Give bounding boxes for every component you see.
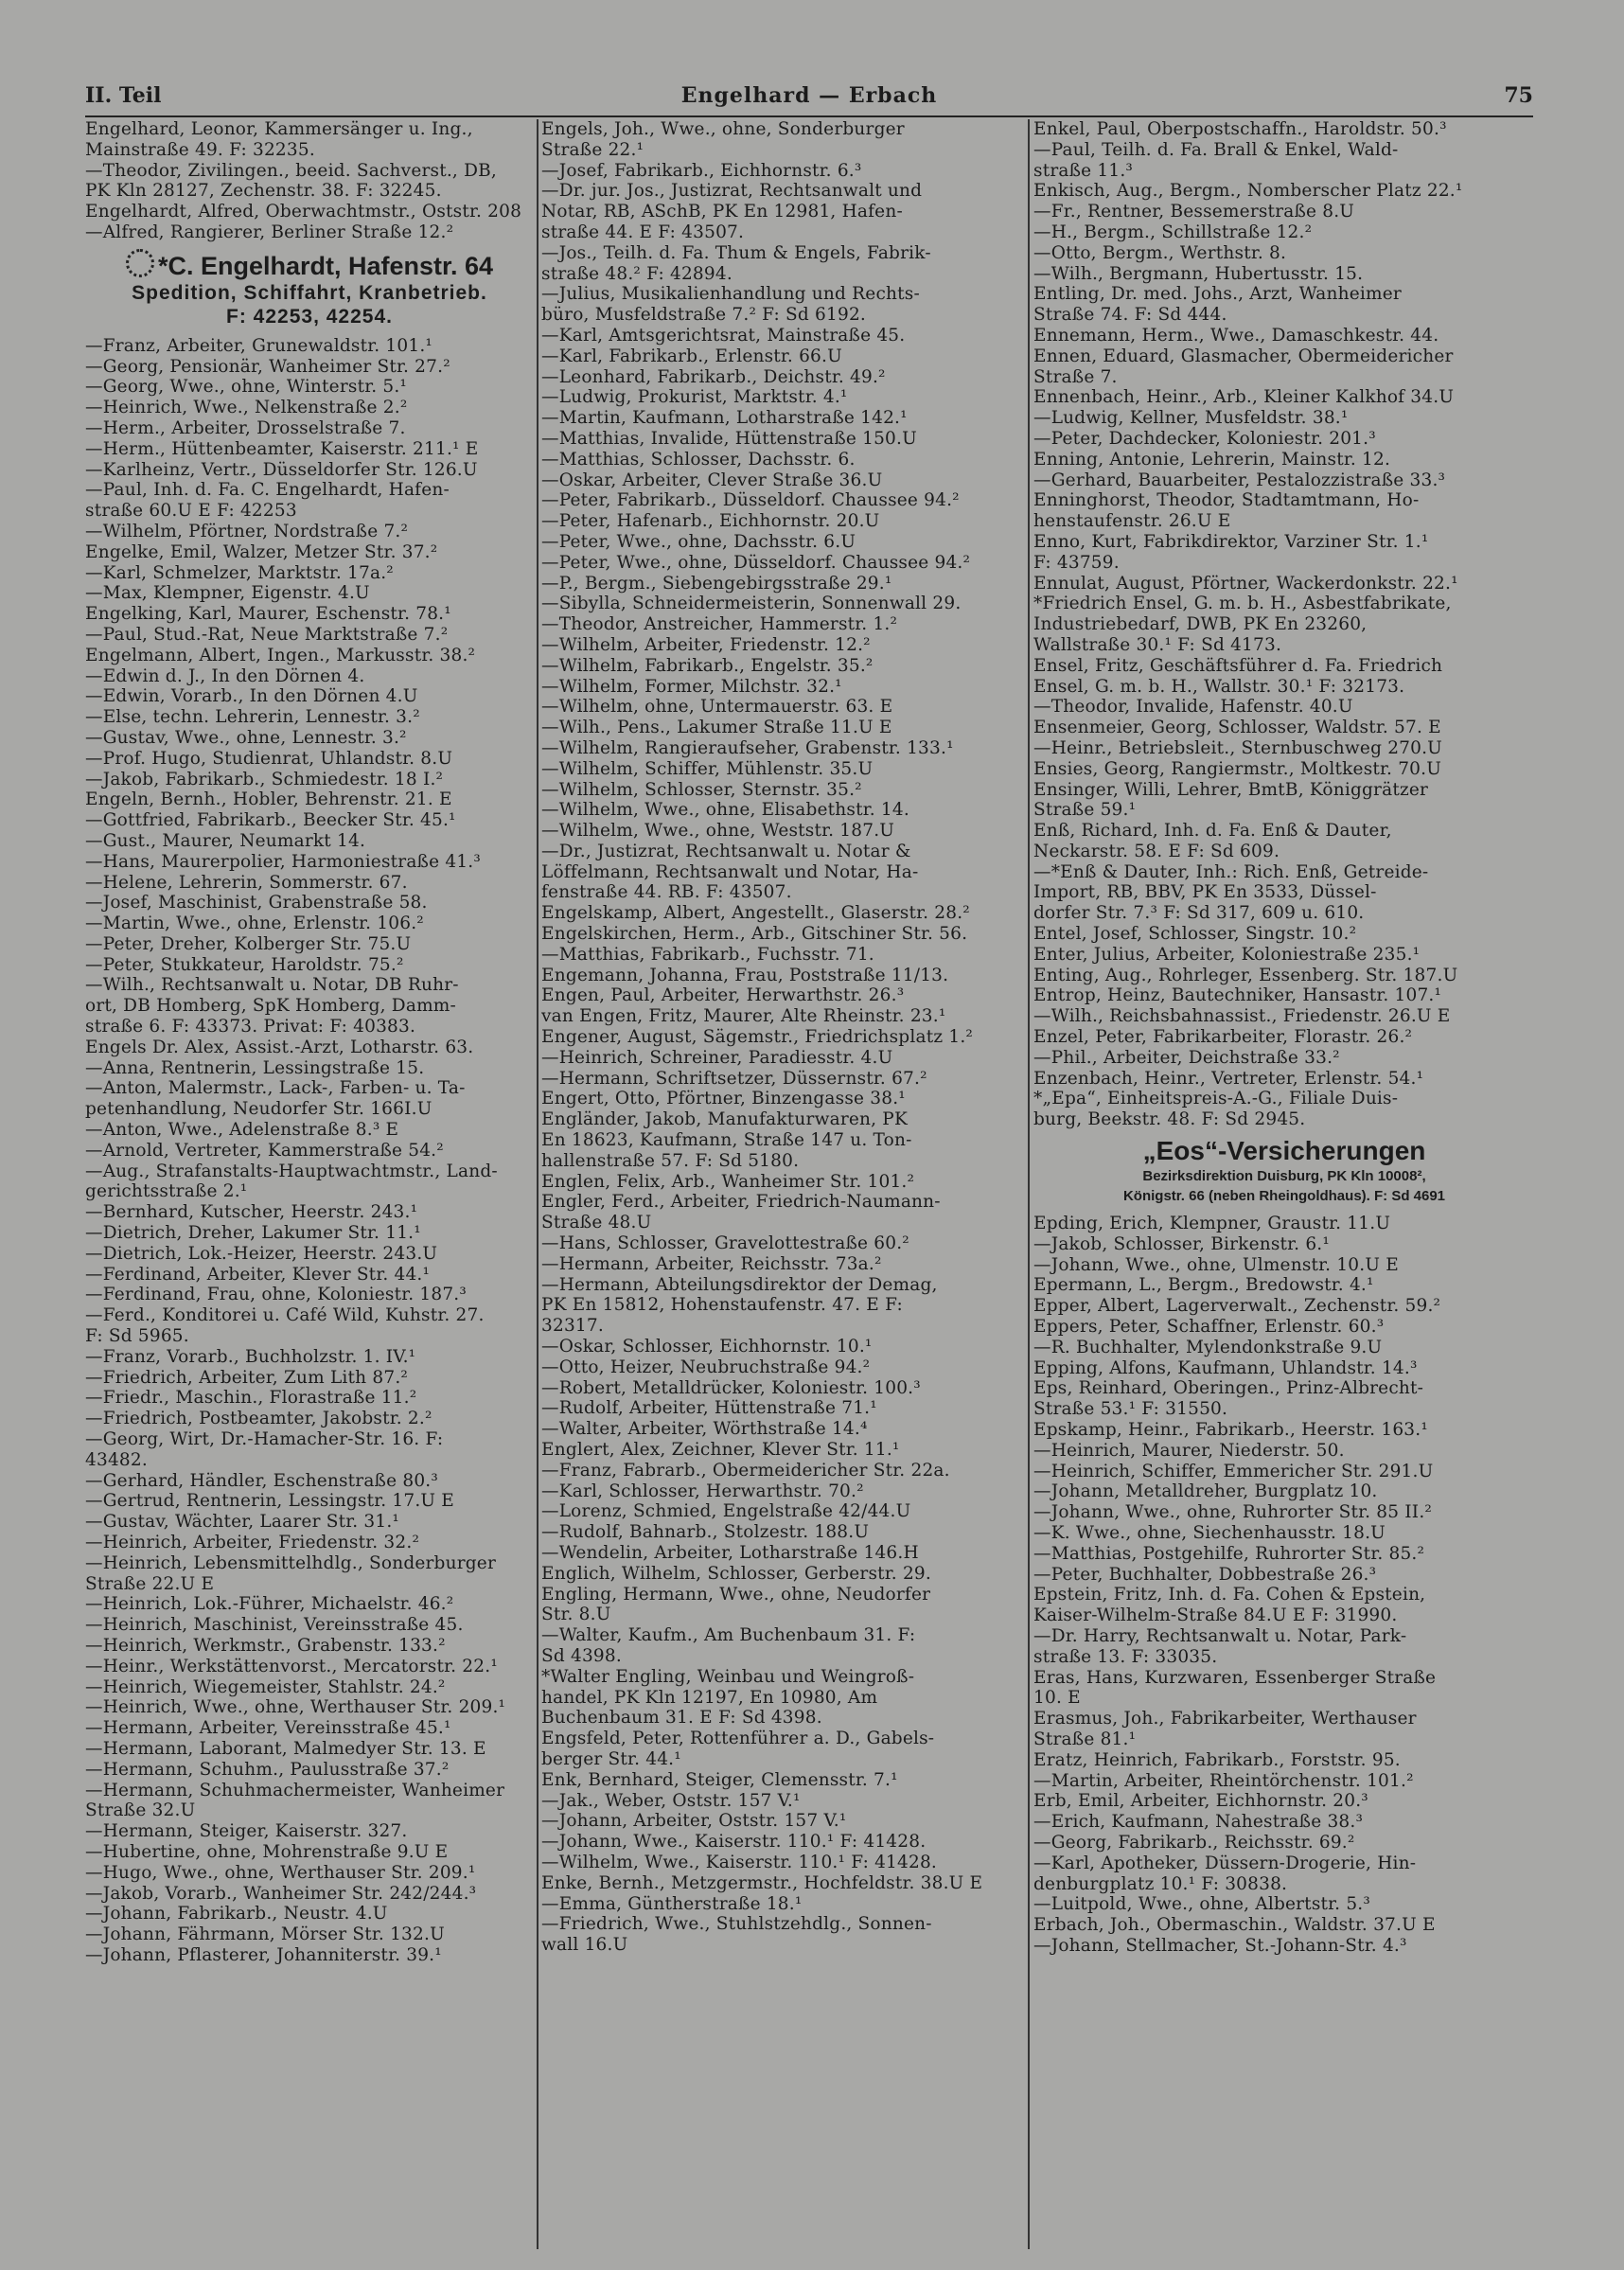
directory-entry-line: van Engen, Fritz, Maurer, Alte Rheinstr. 23.¹ — [541, 1006, 946, 1027]
directory-entry-line: Engelke, Emil, Walzer, Metzer Str. 37.² — [85, 541, 438, 562]
directory-entry-line: —Wilhelm, Former, Milchstr. 32.¹ — [541, 676, 842, 697]
directory-entry-line: —Fr., Rentner, Bessemerstraße 8.U — [1033, 202, 1355, 222]
directory-entry-line: Straße 22.U E — [85, 1573, 215, 1594]
directory-entry-line: —Alfred, Rangierer, Berliner Straße 12.² — [85, 222, 454, 242]
directory-entry-line: —Johann, Pflasterer, Johanniterstr. 39.¹ — [85, 1944, 442, 1965]
directory-entry-line: —Anton, Malermstr., Lack-, Farben- u. Ta- — [85, 1078, 466, 1099]
eos-insurance-advertisement — [1033, 1130, 1535, 1214]
directory-entry-line: —Hermann, Schuhm., Paulusstraße 37.² — [85, 1759, 450, 1780]
directory-entry-line: —Martin, Kaufmann, Lotharstraße 142.¹ — [541, 408, 908, 429]
directory-entry-line: Engels Dr. Alex, Assist.-Arzt, Lotharstr. 63. — [85, 1037, 474, 1057]
directory-entry-line: —Theodor, Zivilingen., beeid. Sachverst., DB, — [85, 160, 497, 181]
advertisement-text: „Eos“-Versicherungen — [1142, 1136, 1426, 1166]
directory-entry-line: Epskamp, Heinr., Fabrikarb., Heerstr. 163.¹ — [1033, 1420, 1428, 1441]
directory-entry-line: —Herm., Hüttenbeamter, Kaiserstr. 211.¹ E — [85, 438, 479, 459]
directory-entry-line: —Hermann, Schriftsetzer, Düssernstr. 67.² — [541, 1068, 927, 1089]
directory-entry-line: —Rudolf, Arbeiter, Hüttenstraße 71.¹ — [541, 1398, 877, 1419]
directory-entry-line: —Peter, Hafenarb., Eichhornstr. 20.U — [541, 511, 880, 532]
directory-entry-line: Enzenbach, Heinr., Vertreter, Erlenstr. 54.¹ — [1033, 1068, 1424, 1089]
directory-entry-line: —Robert, Metalldrücker, Koloniestr. 100.³ — [541, 1377, 921, 1398]
directory-entry-line: straße 11.³ — [1033, 160, 1134, 181]
directory-entry-line: —Heinr., Betriebsleit., Sternbuschweg 270.U — [1033, 737, 1442, 758]
advertisement-text: Spedition, Schiffahrt, Kranbetrieb. — [132, 281, 487, 304]
directory-entry-line: —Wilhelm, Pförtner, Nordstraße 7.² — [85, 521, 409, 541]
directory-entry-line: —Ferd., Konditorei u. Café Wild, Kuhstr. 27. — [85, 1305, 485, 1326]
directory-entry-line: —Hubertine, ohne, Mohrenstraße 9.U E — [85, 1841, 449, 1862]
directory-entry-line: Engelking, Karl, Maurer, Eschenstr. 78.¹ — [85, 604, 451, 625]
directory-entry-line: —Wilhelm, Wwe., Kaiserstr. 110.¹ F: 41428. — [541, 1852, 938, 1872]
directory-entry-line: —P., Bergm., Siebengebirgsstraße 29.¹ — [541, 573, 892, 594]
directory-entry-line: Industriebedarf, DWB, PK En 23260, — [1033, 614, 1368, 635]
directory-entry-line: —Heinrich, Arbeiter, Friedenstr. 32.² — [85, 1533, 420, 1552]
directory-entry-line: —Aug., Strafanstalts-Hauptwachtmstr., Land- — [85, 1161, 498, 1181]
directory-entry-line: 10. E — [1033, 1688, 1081, 1709]
directory-entry-line: Ensel, Fritz, Geschäftsführer d. Fa. Friedrich — [1033, 655, 1443, 676]
directory-entry-line: Epping, Alfons, Kaufmann, Uhlandstr. 14.³ — [1033, 1357, 1418, 1378]
directory-entry-line: hallenstraße 57. F: Sd 5180. — [541, 1150, 800, 1171]
directory-entry-line: dorfer Str. 7.³ F: Sd 317, 609 u. 610. — [1033, 903, 1365, 924]
directory-entry-line: Straße 59.¹ — [1033, 800, 1137, 821]
directory-column-3 — [1033, 119, 1535, 1957]
directory-entry-line: Enning, Antonie, Lehrerin, Mainstr. 12. — [1033, 449, 1391, 470]
directory-entry-line: —Peter, Wwe., ohne, Dachsstr. 6.U — [541, 531, 856, 552]
directory-entry-line: —Erich, Kaufmann, Nahestraße 38.³ — [1033, 1812, 1364, 1833]
directory-entry-line: Epermann, L., Bergm., Bredowstr. 4.¹ — [1033, 1275, 1374, 1296]
directory-entry-line: Ennulat, August, Pförtner, Wackerdonkstr. 22.¹ — [1033, 573, 1458, 594]
directory-entry-line: —Wilhelm, ohne, Untermauerstr. 63. E — [541, 697, 893, 718]
directory-entry-line: —Wilhelm, Schlosser, Sternstr. 35.² — [541, 779, 862, 800]
directory-entry-line: Ensinger, Willi, Lehrer, BmtB, Königgrätzer — [1033, 779, 1429, 800]
directory-entry-line: Erb, Emil, Arbeiter, Eichhornstr. 20.³ — [1033, 1791, 1368, 1812]
directory-entry-line: Eras, Hans, Kurzwaren, Essenberger Straße — [1033, 1667, 1437, 1688]
directory-entry-line: Straße 32.U — [85, 1800, 196, 1821]
directory-entry-line: —Wilhelm, Wwe., ohne, Weststr. 187.U — [541, 821, 895, 842]
directory-entry-line: —Johann, Arbeiter, Oststr. 157 V.¹ — [541, 1811, 847, 1832]
directory-entry-line: Epstein, Fritz, Inh. d. Fa. Cohen & Epstein, — [1033, 1585, 1426, 1605]
directory-entry-line: —Georg, Pensionär, Wanheimer Str. 27.² — [85, 356, 450, 377]
directory-entry-line: burg, Beekstr. 48. F: Sd 2945. — [1033, 1109, 1306, 1130]
directory-entry-line: Engen, Paul, Arbeiter, Herwarthstr. 26.³ — [541, 985, 905, 1006]
directory-entry-line: —Bernhard, Kutscher, Heerstr. 243.¹ — [85, 1202, 418, 1223]
directory-entry-line: Str. 8.U — [541, 1605, 611, 1625]
directory-entry-line: —K. Wwe., ohne, Siechenhausstr. 18.U — [1033, 1523, 1386, 1543]
directory-entry-line: —Matthias, Postgehilfe, Ruhrorter Str. 85.² — [1033, 1543, 1425, 1564]
directory-entry-line: *„Epa“, Einheitspreis-A.-G., Filiale Duis- — [1033, 1089, 1399, 1109]
directory-entry-line: —Gust., Maurer, Neumarkt 14. — [85, 830, 366, 851]
directory-entry-line: —Wilh., Bergmann, Hubertusstr. 15. — [1033, 263, 1364, 284]
directory-entry-line: handel, PK Kln 12197, En 10980, Am — [541, 1687, 878, 1708]
directory-entry-line: —Julius, Musikalienhandlung und Rechts- — [541, 284, 920, 305]
directory-entry-line: —Heinr., Werkstättenvorst., Mercatorstr. 22.¹ — [85, 1656, 498, 1676]
directory-entry-line: —Karl, Apotheker, Düssern-Drogerie, Hin- — [1033, 1853, 1417, 1873]
directory-entry-line: Enke, Bernh., Metzgermstr., Hochfeldstr. 38.U E — [541, 1872, 983, 1893]
directory-entry-line: straße 48.² F: 42894. — [541, 263, 733, 284]
directory-entry-line: —Ludwig, Prokurist, Marktstr. 4.¹ — [541, 387, 848, 408]
directory-entry-line: —Wilhelm, Wwe., ohne, Elisabethstr. 14. — [541, 800, 909, 821]
directory-entry-line: Engert, Otto, Pförtner, Binzengasse 38.¹ — [541, 1089, 906, 1109]
directory-entry-line: Straße 7. — [1033, 366, 1118, 387]
directory-entry-line: —Heinrich, Schiffer, Emmericher Str. 291.U — [1033, 1461, 1434, 1481]
directory-entry-line: *Friedrich Ensel, G. m. b. H., Asbestfabrikate, — [1033, 594, 1452, 614]
directory-entry-line: —Sibylla, Schneidermeisterin, Sonnenwall 29. — [541, 594, 962, 614]
directory-entry-line: gerichtsstraße 2.¹ — [85, 1181, 248, 1202]
directory-entry-line: —Edwin d. J., In den Dörnen 4. — [85, 665, 365, 686]
directory-entry-line: —H., Bergm., Schillstraße 12.² — [1033, 222, 1313, 242]
directory-entry-line: Enkisch, Aug., Bergm., Nomberscher Platz 22.¹ — [1033, 181, 1463, 202]
directory-entry-line: straße 13. F: 33035. — [1033, 1646, 1218, 1667]
directory-entry-line: —Gertrud, Rentnerin, Lessingstr. 17.U E — [85, 1491, 454, 1512]
directory-entry-line: —Hermann, Laborant, Malmedyer Str. 13. E — [85, 1738, 486, 1759]
directory-entry-line: —Franz, Vorarb., Buchholzstr. 1. IV.¹ — [85, 1346, 416, 1367]
directory-entry-line: —Heinrich, Werkmstr., Grabenstr. 133.² — [85, 1635, 446, 1656]
directory-entry-line: —Leonhard, Fabrikarb., Deichstr. 49.² — [541, 366, 886, 387]
directory-entry-line: —Wilhelm, Rangieraufseher, Grabenstr. 133.¹ — [541, 737, 954, 758]
advertisement-text: Königstr. 66 (neben Rheingoldhaus). F: Sd 4691 — [1122, 1188, 1446, 1205]
directory-entry-line: —Matthias, Fabrikarb., Fuchsstr. 71. — [541, 944, 874, 965]
directory-entry-line: —Dr., Justizrat, Rechtsanwalt u. Notar & — [541, 841, 911, 861]
directory-entry-line: —Anna, Rentnerin, Lessingstraße 15. — [85, 1057, 425, 1078]
directory-entry-line: Ennemann, Herm., Wwe., Damaschkestr. 44. — [1033, 325, 1439, 346]
directory-entry-line: —Jakob, Fabrikarb., Schmiedestr. 18 I.² — [85, 769, 444, 789]
directory-entry-line: —Lorenz, Schmied, Engelstraße 42/44.U — [541, 1501, 911, 1522]
directory-entry-line: Engemann, Johanna, Frau, Poststraße 11/13. — [541, 965, 949, 985]
directory-entry-line: Ensenmeier, Georg, Schlosser, Waldstr. 57. E — [1033, 718, 1441, 738]
directory-entry-line: —Heinrich, Wwe., ohne, Werthauser Str. 209.¹ — [85, 1697, 506, 1718]
directory-entry-line: —Johann, Fährmann, Mörser Str. 132.U — [85, 1924, 445, 1945]
directory-entry-line: —Jak., Weber, Oststr. 157 V.¹ — [541, 1790, 801, 1811]
directory-entry-line: Kaiser-Wilhelm-Straße 84.U E F: 31990. — [1033, 1605, 1398, 1626]
directory-entry-line: Eratz, Heinrich, Fabrikarb., Forststr. 95. — [1033, 1749, 1401, 1770]
directory-entry-line: *Walter Engling, Weinbau und Weingroß- — [541, 1666, 915, 1687]
advertisement-text: F: 42253, 42254. — [226, 305, 393, 328]
directory-entry-line: Engler, Ferd., Arbeiter, Friedrich-Naumann- — [541, 1192, 941, 1213]
directory-entry-line: Entling, Dr. med. Johs., Arzt, Wanheimer — [1033, 284, 1402, 305]
directory-entry-line: —Peter, Fabrikarb., Düsseldorf. Chaussee 94.² — [541, 490, 960, 511]
page-number: 75 — [1504, 83, 1533, 108]
directory-entry-line: —Gustav, Wächter, Laarer Str. 31.¹ — [85, 1512, 400, 1533]
directory-entry-line: Enno, Kurt, Fabrikdirektor, Varziner Str. 1.¹ — [1033, 531, 1429, 552]
directory-entry-line: —Paul, Stud.-Rat, Neue Marktstraße 7.² — [85, 624, 449, 645]
directory-entry-line: —Gustav, Wwe., ohne, Lennestr. 3.² — [85, 727, 407, 748]
directory-entry-line: —Heinrich, Lebensmittelhdlg., Sonderburger — [85, 1552, 496, 1573]
directory-entry-line: —Hans, Schlosser, Gravelottestraße 60.² — [541, 1233, 909, 1254]
directory-entry-line: —Heinrich, Maurer, Niederstr. 50. — [1033, 1440, 1345, 1461]
directory-entry-line: —Friedrich, Postbeamter, Jakobstr. 2.² — [85, 1409, 432, 1429]
directory-entry-line: Enkel, Paul, Oberpostschaffn., Haroldstr. 50.³ — [1033, 119, 1447, 139]
directory-entry-line: Notar, RB, ASchB, PK En 12981, Hafen- — [541, 202, 903, 222]
directory-entry-line: Engelskamp, Albert, Angestellt., Glaserstr. 28.² — [541, 903, 970, 924]
directory-entry-line: PK En 15812, Hohenstaufenstr. 47. E F: — [541, 1295, 903, 1316]
directory-entry-line: —Johann, Wwe., Kaiserstr. 110.¹ F: 41428. — [541, 1832, 927, 1853]
directory-entry-line: —Max, Klempner, Eigenstr. 4.U — [85, 583, 370, 604]
directory-entry-line: —Prof. Hugo, Studienrat, Uhlandstr. 8.U — [85, 748, 453, 769]
directory-entry-line: —Wilh., Reichsbahnassist., Friedenstr. 26.U E — [1033, 1006, 1451, 1027]
directory-entry-line: —Otto, Heizer, Neubruchstraße 94.² — [541, 1357, 871, 1377]
directory-entry-line: straße 6. F: 43373. Privat: F: 40383. — [85, 1017, 416, 1037]
directory-entry-line: Enter, Julius, Arbeiter, Koloniestraße 235.¹ — [1033, 944, 1421, 965]
directory-entry-line: —Hermann, Abteilungsdirektor der Demag, — [541, 1274, 938, 1295]
directory-entry-line: —Arnold, Vertreter, Kammerstraße 54.² — [85, 1140, 444, 1161]
entry-range: Engelhard — Erbach — [680, 83, 938, 108]
directory-entry-line: Englich, Wilhelm, Schlosser, Gerberstr. 29. — [541, 1563, 931, 1584]
directory-entry-line: Import, RB, BBV, PK En 3533, Düssel- — [1033, 882, 1377, 903]
company-logo-icon — [126, 249, 154, 277]
directory-entry-line: —Hermann, Schuhmachermeister, Wanheimer — [85, 1780, 505, 1800]
directory-entry-line: —Peter, Wwe., ohne, Düsseldorf. Chaussee 94.² — [541, 552, 971, 573]
directory-entry-line: —Franz, Arbeiter, Grunewaldstr. 101.¹ — [85, 335, 433, 356]
directory-entry-line: —Paul, Inh. d. Fa. C. Engelhardt, Hafen- — [85, 480, 450, 501]
directory-entry-line: straße 60.U E F: 42253 — [85, 501, 297, 522]
directory-entry-line: —Peter, Dachdecker, Koloniestr. 201.³ — [1033, 428, 1376, 449]
directory-entry-line: Ensies, Georg, Rangiermstr., Moltkestr. 70.U — [1033, 758, 1442, 779]
directory-entry-line: Straße 74. F: Sd 444. — [1033, 305, 1227, 326]
directory-entry-line: Ennen, Eduard, Glasmacher, Obermeidericher — [1033, 346, 1454, 366]
directory-entry-line: —Hans, Maurerpolier, Harmoniestraße 41.³ — [85, 851, 481, 872]
directory-entry-line: PK Kln 28127, Zechenstr. 38. F: 32245. — [85, 181, 442, 202]
directory-entry-line: —Ferdinand, Arbeiter, Klever Str. 44.¹ — [85, 1264, 431, 1285]
directory-entry-line: Epper, Albert, Lagerverwalt., Zechenstr. 59.² — [1033, 1296, 1441, 1317]
directory-entry-line: —Heinrich, Wiegemeister, Stahlstr. 24.² — [85, 1676, 446, 1697]
directory-entry-line: —Ludwig, Kellner, Musfeldstr. 38.¹ — [1033, 408, 1349, 429]
directory-entry-line: —Martin, Wwe., ohne, Erlenstr. 106.² — [85, 913, 424, 934]
directory-entry-line: —*Enß & Dauter, Inh.: Rich. Enß, Getreide- — [1033, 861, 1429, 882]
directory-entry-line: —Martin, Arbeiter, Rheintörchenstr. 101.² — [1033, 1770, 1414, 1791]
directory-entry-line: —Friedrich, Arbeiter, Zum Lith 87.² — [85, 1367, 409, 1388]
directory-entry-line: F: Sd 5965. — [85, 1326, 189, 1347]
directory-entry-line: —Karl, Schmelzer, Marktstr. 17a.² — [85, 562, 394, 583]
directory-entry-line: Neckarstr. 58. E F: Sd 609. — [1033, 841, 1280, 861]
directory-entry-line: —Walter, Kaufm., Am Buchenbaum 31. F: — [541, 1625, 916, 1646]
directory-entry-line: —Hermann, Steiger, Kaiserstr. 327. — [85, 1821, 408, 1842]
directory-entry-line: —Hermann, Arbeiter, Reichsstr. 73a.² — [541, 1253, 882, 1274]
directory-entry-line: —Dietrich, Lok.-Heizer, Heerstr. 243.U — [85, 1243, 438, 1264]
directory-entry-line: Engelskirchen, Herm., Arb., Gitschiner Str. 56. — [541, 924, 968, 945]
directory-entry-line: —Johann, Stellmacher, St.-Johann-Str. 4.³ — [1033, 1935, 1407, 1956]
directory-entry-line: —Dr. Harry, Rechtsanwalt u. Notar, Park- — [1033, 1625, 1407, 1646]
directory-entry-line: Engelhard, Leonor, Kammersänger u. Ing., — [85, 119, 473, 139]
directory-entry-line: berger Str. 44.¹ — [541, 1748, 681, 1769]
column-divider — [1028, 119, 1030, 2249]
directory-entry-line: —Gerhard, Bauarbeiter, Pestalozzistraße 33.³ — [1033, 470, 1446, 490]
directory-entry-line: —Matthias, Schlosser, Dachsstr. 6. — [541, 449, 856, 470]
directory-entry-line: Wallstraße 30.¹ F: Sd 4173. — [1033, 634, 1282, 655]
directory-entry-line: —Herm., Arbeiter, Drosselstraße 7. — [85, 417, 406, 438]
directory-entry-line: Engeln, Bernh., Hobler, Behrenstr. 21. E — [85, 789, 452, 810]
directory-entry-line: Englen, Felix, Arb., Wanheimer Str. 101.² — [541, 1171, 915, 1192]
advertisement-text: *C. Engelhardt, Hafenstr. 64 — [157, 251, 494, 280]
directory-entry-line: —Else, techn. Lehrerin, Lennestr. 3.² — [85, 707, 420, 728]
directory-entry-line: —Gottfried, Fabrikarb., Beecker Str. 45.¹ — [85, 810, 456, 831]
directory-entry-line: wall 16.U — [541, 1935, 628, 1956]
directory-entry-line: Englert, Alex, Zeichner, Klever Str. 11.¹ — [541, 1440, 900, 1460]
directory-entry-line: Erasmus, Joh., Fabrikarbeiter, Werthauser — [1033, 1709, 1417, 1729]
directory-entry-line: Engelmann, Albert, Ingen., Markusstr. 38.² — [85, 645, 476, 665]
directory-entry-line: Straße 81.¹ — [1033, 1729, 1137, 1749]
directory-entry-line: Enninghorst, Theodor, Stadtamtmann, Ho- — [1033, 490, 1420, 511]
directory-entry-line: straße 44. E F: 43507. — [541, 222, 745, 242]
directory-entry-line: Engländer, Jakob, Manufakturwaren, PK — [541, 1109, 908, 1130]
directory-entry-line: Engling, Hermann, Wwe., ohne, Neudorfer — [541, 1584, 931, 1605]
directory-entry-line: Mainstraße 49. F: 32235. — [85, 139, 315, 160]
directory-entry-line: —Friedrich, Wwe., Stuhlstzehdlg., Sonnen- — [541, 1914, 932, 1935]
directory-entry-line: 32317. — [541, 1316, 604, 1337]
directory-entry-line: —Wilh., Pens., Lakumer Straße 11.U E — [541, 718, 892, 738]
directory-entry-line: —Heinrich, Schreiner, Paradiesstr. 4.U — [541, 1047, 893, 1068]
directory-entry-line: —Otto, Bergm., Werthstr. 8. — [1033, 242, 1287, 263]
directory-entry-line: Ennenbach, Heinr., Arb., Kleiner Kalkhof 34.U — [1033, 387, 1455, 408]
directory-entry-line: —Jakob, Vorarb., Wanheimer Str. 242/244.³ — [85, 1883, 477, 1904]
directory-entry-line: Enß, Richard, Inh. d. Fa. Enß & Dauter, — [1033, 821, 1392, 842]
directory-entry-line: —Jos., Teilh. d. Fa. Thum & Engels, Fabrik- — [541, 242, 931, 263]
directory-entry-line: —Anton, Wwe., Adelenstraße 8.³ E — [85, 1120, 399, 1141]
directory-entry-line: —Wilhelm, Arbeiter, Friedenstr. 12.² — [541, 634, 871, 655]
directory-entry-line: —Karlheinz, Vertr., Düsseldorfer Str. 126.U — [85, 459, 478, 480]
directory-entry-line: —Oskar, Arbeiter, Clever Straße 36.U — [541, 470, 883, 490]
directory-entry-line: Straße 48.U — [541, 1213, 652, 1233]
directory-entry-line: —Josef, Maschinist, Grabenstraße 58. — [85, 893, 428, 913]
directory-entry-line: Epding, Erich, Klempner, Graustr. 11.U — [1033, 1214, 1391, 1234]
directory-entry-line: Entel, Josef, Schlosser, Singstr. 10.² — [1033, 924, 1357, 945]
directory-entry-line: —Georg, Wirt, Dr.-Hamacher-Str. 16. F: — [85, 1429, 444, 1450]
directory-entry-line: Enk, Bernhard, Steiger, Clemensstr. 7.¹ — [541, 1769, 898, 1790]
directory-entry-line: —Wilh., Rechtsanwalt u. Notar, DB Ruhr- — [85, 975, 459, 996]
directory-entry-line: —Wilhelm, Fabrikarb., Engelstr. 35.² — [541, 655, 874, 676]
page-header — [85, 83, 1533, 117]
directory-entry-line: —Peter, Buchhalter, Dobbestraße 26.³ — [1033, 1564, 1377, 1585]
directory-entry-line: —Georg, Fabrikarb., Reichsstr. 69.² — [1033, 1832, 1355, 1853]
directory-entry-line: —Jakob, Schlosser, Birkenstr. 6.¹ — [1033, 1233, 1331, 1254]
directory-entry-line: —Johann, Wwe., ohne, Ulmenstr. 10.U E — [1033, 1254, 1399, 1275]
directory-entry-line: —Emma, Güntherstraße 18.¹ — [541, 1893, 803, 1914]
directory-entry-line: —Friedr., Maschin., Florastraße 11.² — [85, 1388, 417, 1409]
directory-entry-line: Enting, Aug., Rohrleger, Essenberg. Str. 187.U — [1033, 965, 1458, 985]
directory-entry-line: Löffelmann, Rechtsanwalt und Notar, Ha- — [541, 861, 919, 882]
directory-entry-line: Eps, Reinhard, Oberingen., Prinz-Albrecht- — [1033, 1378, 1424, 1399]
directory-entry-line: ort, DB Homberg, SpK Homberg, Damm- — [85, 996, 457, 1017]
directory-entry-line: Entrop, Heinz, Bautechniker, Hansastr. 107.¹ — [1033, 985, 1442, 1006]
directory-entry-line: —Ferdinand, Frau, ohne, Koloniestr. 187.³ — [85, 1285, 468, 1305]
directory-entry-line: Buchenbaum 31. E F: Sd 4398. — [541, 1708, 822, 1729]
directory-entry-line: Erbach, Joh., Obermaschin., Waldstr. 37.U E — [1033, 1915, 1436, 1936]
directory-column-1 — [85, 119, 534, 1966]
directory-entry-line: —Matthias, Invalide, Hüttenstraße 150.U — [541, 428, 917, 449]
directory-entry-line: —Franz, Fabrarb., Obermeidericher Str. 22a. — [541, 1460, 950, 1481]
directory-entry-line: —Gerhard, Händler, Eschenstraße 80.³ — [85, 1470, 438, 1491]
directory-entry-line: 43482. — [85, 1449, 148, 1470]
directory-entry-line: —Luitpold, Wwe., ohne, Albertstr. 5.³ — [1033, 1894, 1370, 1915]
directory-entry-line: büro, Musfeldstraße 7.² F: Sd 6192. — [541, 305, 866, 326]
directory-entry-line: —Oskar, Schlosser, Eichhornstr. 10.¹ — [541, 1337, 873, 1357]
directory-column-2 — [541, 119, 1024, 1956]
directory-entry-line: —Dr. jur. Jos., Justizrat, Rechtsanwalt und — [541, 181, 923, 202]
directory-entry-line: —Wendelin, Arbeiter, Lotharstraße 146.H — [541, 1542, 919, 1563]
engelhardt-advertisement — [85, 243, 534, 336]
directory-entry-line: —Phil., Arbeiter, Deichstraße 33.² — [1033, 1047, 1340, 1068]
directory-entry-line: —Heinrich, Maschinist, Vereinsstraße 45. — [85, 1615, 464, 1636]
directory-entry-line: —Karl, Amtsgerichtsrat, Mainstraße 45. — [541, 325, 906, 346]
column-divider — [537, 119, 538, 2249]
directory-entry-line: Eppers, Peter, Schaffner, Erlenstr. 60.³ — [1033, 1317, 1385, 1338]
directory-entry-line: —Rudolf, Bahnarb., Stolzestr. 188.U — [541, 1522, 870, 1543]
directory-entry-line: Straße 22.¹ — [541, 139, 644, 160]
directory-entry-line: henstaufenstr. 26.U E — [1033, 511, 1231, 532]
directory-entry-line: Engsfeld, Peter, Rottenführer a. D., Gabels- — [541, 1729, 935, 1749]
directory-entry-line: —Paul, Teilh. d. Fa. Brall & Enkel, Wald- — [1033, 139, 1399, 160]
directory-entry-line: —Karl, Fabrikarb., Erlenstr. 66.U — [541, 346, 842, 366]
directory-entry-line: —Theodor, Anstreicher, Hammerstr. 1.² — [541, 614, 898, 635]
directory-entry-line: —R. Buchhalter, Mylendonkstraße 9.U — [1033, 1337, 1383, 1357]
directory-entry-line: —Peter, Dreher, Kolberger Str. 75.U — [85, 933, 412, 954]
directory-entry-line: —Hermann, Arbeiter, Vereinsstraße 45.¹ — [85, 1718, 451, 1739]
directory-entry-line: fenstraße 44. RB. F: 43507. — [541, 882, 792, 903]
directory-entry-line: En 18623, Kaufmann, Straße 147 u. Ton- — [541, 1130, 912, 1151]
directory-entry-line: Ensel, G. m. b. H., Wallstr. 30.¹ F: 32173. — [1033, 676, 1405, 697]
directory-entry-line: denburgplatz 10.¹ F: 30838. — [1033, 1873, 1288, 1894]
directory-entry-line: Enzel, Peter, Fabrikarbeiter, Florastr. 26.² — [1033, 1027, 1413, 1048]
directory-entry-line: —Johann, Metalldreher, Burgplatz 10. — [1033, 1481, 1378, 1502]
directory-entry-line: —Dietrich, Dreher, Lakumer Str. 11.¹ — [85, 1223, 421, 1244]
directory-entry-line: —Walter, Arbeiter, Wörthstraße 14.⁴ — [541, 1419, 868, 1440]
directory-entry-line: Sd 4398. — [541, 1645, 622, 1666]
directory-entry-line: —Heinrich, Wwe., Nelkenstraße 2.² — [85, 398, 408, 418]
directory-entry-line: Engener, August, Sägemstr., Friedrichsplatz 1.² — [541, 1027, 974, 1048]
directory-entry-line: —Johann, Wwe., ohne, Ruhrorter Str. 85 II.² — [1033, 1502, 1433, 1523]
advertisement-text: Bezirksdirektion Duisburg, PK Kln 10008², — [1142, 1168, 1426, 1185]
directory-entry-line: —Wilhelm, Schiffer, Mühlenstr. 35.U — [541, 758, 874, 779]
directory-entry-line: —Karl, Schlosser, Herwarthstr. 70.² — [541, 1481, 864, 1501]
directory-entry-line: —Johann, Fabrikarb., Neustr. 4.U — [85, 1904, 388, 1924]
directory-entry-line: —Josef, Fabrikarb., Eichhornstr. 6.³ — [541, 160, 862, 181]
section-label: II. Teil — [85, 83, 162, 108]
directory-entry-line: —Helene, Lehrerin, Sommerstr. 67. — [85, 872, 408, 893]
directory-entry-line: —Peter, Stukkateur, Haroldstr. 75.² — [85, 954, 404, 975]
directory-entry-line: Engelhardt, Alfred, Oberwachtmstr., Oststr. 208 — [85, 202, 522, 222]
directory-entry-line: —Hugo, Wwe., ohne, Werthauser Str. 209.¹ — [85, 1862, 476, 1883]
directory-entry-line: —Georg, Wwe., ohne, Winterstr. 5.¹ — [85, 377, 408, 398]
directory-entry-line: Straße 53.¹ F: 31550. — [1033, 1399, 1228, 1420]
directory-entry-line: Engels, Joh., Wwe., ohne, Sonderburger — [541, 119, 905, 139]
directory-entry-line: —Theodor, Invalide, Hafenstr. 40.U — [1033, 697, 1353, 718]
directory-entry-line: —Edwin, Vorarb., In den Dörnen 4.U — [85, 686, 418, 707]
directory-entry-line: —Heinrich, Lok.-Führer, Michaelstr. 46.² — [85, 1594, 454, 1615]
directory-entry-line: F: 43759. — [1033, 552, 1120, 573]
directory-entry-line: petenhandlung, Neudorfer Str. 166I.U — [85, 1099, 432, 1120]
